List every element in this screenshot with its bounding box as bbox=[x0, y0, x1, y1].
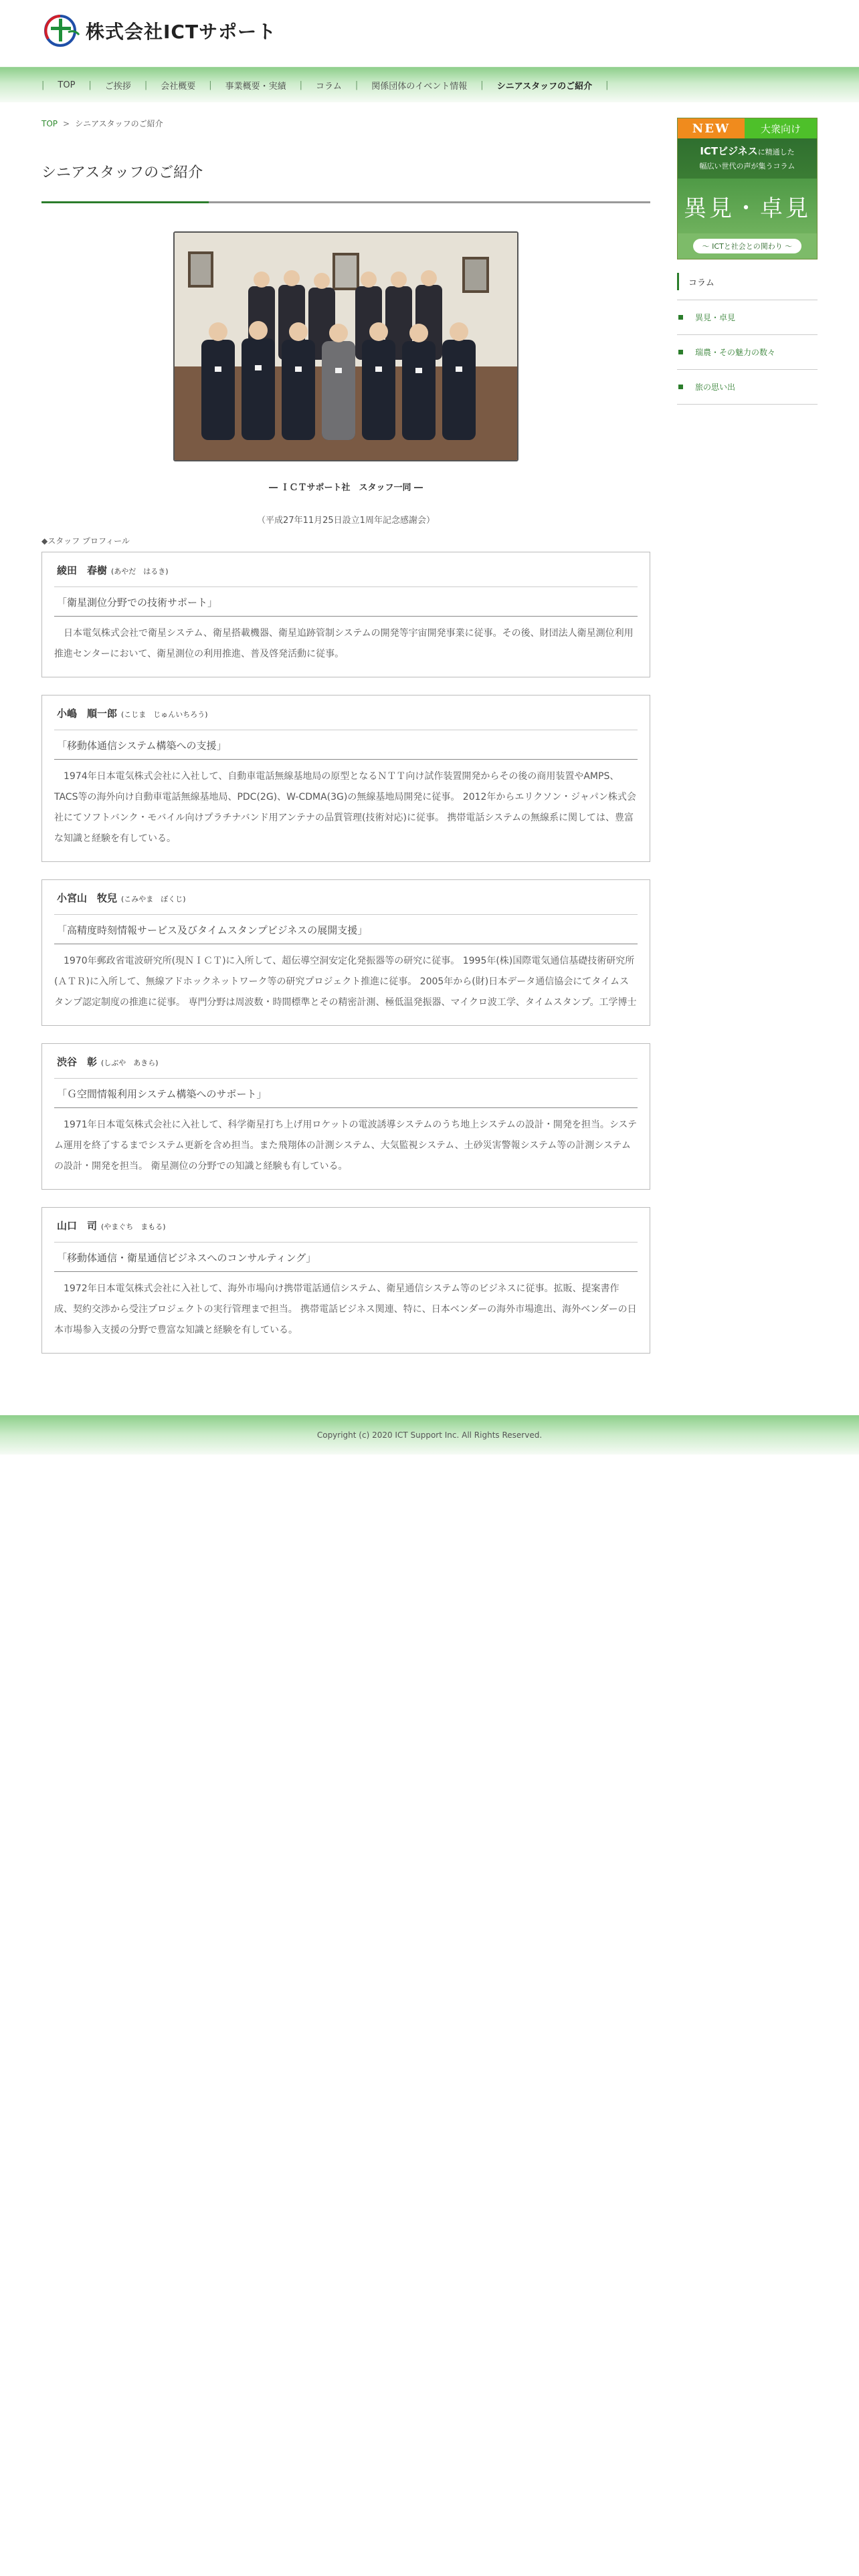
profile-card bbox=[41, 879, 650, 1026]
banner-heading-line2: 幅広い世代の声が集うコラム bbox=[699, 162, 795, 171]
nav-link-greeting[interactable]: ご挨拶 bbox=[104, 81, 131, 92]
nav-separator: | bbox=[41, 80, 45, 90]
nav-link-company[interactable]: 会社概要 bbox=[161, 81, 196, 92]
banner-heading bbox=[678, 138, 817, 179]
photo-caption: ― ＩＣＴサポート社 スタッフ一同 ― bbox=[268, 482, 423, 493]
profile-divider bbox=[54, 1242, 638, 1243]
profile-divider bbox=[54, 1271, 638, 1272]
square-bullet-icon bbox=[678, 315, 683, 320]
title-underline-accent bbox=[41, 201, 209, 203]
company-name: 株式会社ICTサポート bbox=[86, 21, 277, 43]
breadcrumb-home-link[interactable]: TOP bbox=[41, 119, 58, 128]
profile-theme: 「移動体通信・衛星通信ビジネスへのコンサルティング」 bbox=[57, 1251, 316, 1264]
profile-name-row bbox=[54, 1214, 638, 1232]
profile-body: 日本電気株式会社で衛星システム、衛星搭載機器、衛星追跡管制システムの開発等宇宙開発事業に従事。その後、財団法人衛星測位利用推進センターにおいて、衛星測位の利用推進、普及啓発活動に従事。 bbox=[54, 627, 634, 659]
profile-card bbox=[41, 695, 650, 862]
banner-main-title: 異見・卓見 bbox=[678, 179, 817, 233]
banner-heading-small: に精通した bbox=[757, 148, 795, 156]
nav-link-column[interactable]: コラム bbox=[316, 81, 342, 92]
nav-link-business[interactable]: 事業概要・実績 bbox=[225, 81, 286, 92]
profile-reading: (こじま じゅんいちろう) bbox=[121, 710, 208, 719]
profile-card bbox=[41, 1043, 650, 1190]
banner-heading-line1 bbox=[678, 144, 817, 158]
sidebar-item-zuino[interactable] bbox=[677, 335, 818, 370]
nav-separator: | bbox=[144, 80, 148, 90]
nav-item-business bbox=[209, 79, 299, 92]
banner-footer-pill: ～ ICTと社会との関わり ～ bbox=[693, 239, 802, 253]
breadcrumb bbox=[41, 118, 650, 129]
sidebar-item-label: 異見・卓見 bbox=[695, 313, 736, 322]
profile-section-label: ◆スタッフ プロフィール bbox=[41, 536, 130, 546]
profile-body: 1974年日本電気株式会社に入社して、自動車電話無線基地局の原型となるＮＴＴ向け試作装置開発からその後の商用装置やAMPS、TACS等の海外向け自動車電話無線基地局、PDC(2G)、W-CDMA(3G)の無線基地局開発に従事。 2012年からエリクソン・ジャパン株式会社にてソフトバンク・モバイル向けプラチナバンド用アンテナの品質管理(技術対応)に従事。 携帯電話システムの無線系に関しては、豊富な知識と経験を有している。 bbox=[54, 770, 636, 844]
profile-name-row bbox=[54, 1051, 638, 1069]
nav-item-events bbox=[355, 79, 480, 92]
profile-theme: 「衛星測位分野での技術サポート」 bbox=[57, 596, 218, 609]
site-logo[interactable] bbox=[41, 12, 276, 49]
nav-item-company bbox=[144, 79, 212, 92]
title-underline bbox=[41, 201, 650, 203]
profile-card bbox=[41, 1207, 650, 1354]
profile-body: 1970年郵政省電波研究所(現ＮＩＣＴ)に入所して、超伝導空洞安定化発振器等の研究に従事。 1995年(株)国際電気通信基礎技術研究所(ＡＴＲ)に入所して、無線アドホックネットワーク等の研究プロジェクト推進に従事。 2005年から(財)日本データ通信協会にてタイムスタンプ認定制度の推進に従事。 専門分野は周波数・時間標準とその精密計測、極低温発振器、マイクロ波工学、タイムスタンプ。工学博士 bbox=[54, 955, 637, 1008]
banner-footer bbox=[678, 233, 817, 259]
sidebar-menu-heading: コラム bbox=[677, 273, 818, 290]
profile-name: 綾田 春樹 bbox=[57, 564, 108, 576]
profile-body: 1971年日本電気株式会社に入社して、科学衛星打ち上げ用ロケットの電波誘導システムのうち地上システムの設計・開発を担当。システム運用を終了するまでシステム更新を含め担当。また飛翔体の計測システム、大気監視システム、土砂災害警報システム等の計測システムの設計・開発を担当。 衛星測位の分野での知識と経験も有している。 bbox=[54, 1119, 638, 1172]
main-content bbox=[41, 102, 650, 1354]
nav-separator: | bbox=[480, 80, 484, 90]
banner-heading-strong: ICTビジネス bbox=[700, 145, 758, 157]
column-banner[interactable] bbox=[677, 118, 818, 259]
sidebar-item-label: 旅の思い出 bbox=[695, 383, 736, 392]
sidebar-item-iken-takken[interactable] bbox=[677, 300, 818, 335]
profile-name: 小嶋 順一郎 bbox=[57, 707, 118, 720]
staff-photo-image bbox=[175, 233, 517, 460]
profile-divider bbox=[54, 759, 638, 760]
nav-separator: | bbox=[209, 80, 212, 90]
square-bullet-icon bbox=[678, 350, 683, 354]
page-title: シニアスタッフのご紹介 bbox=[41, 165, 203, 181]
site-header bbox=[0, 0, 859, 67]
profile-name-row bbox=[54, 702, 638, 720]
profile-theme: 「移動体通信システム構築への支援」 bbox=[57, 739, 227, 752]
nav-item-end bbox=[605, 80, 622, 90]
profile-divider bbox=[54, 586, 638, 587]
nav-separator: | bbox=[605, 80, 609, 90]
site-footer bbox=[0, 1415, 859, 1455]
profile-name: 小宮山 牧兒 bbox=[57, 891, 118, 904]
profile-name: 山口 司 bbox=[57, 1219, 98, 1232]
breadcrumb-current: シニアスタッフのご紹介 bbox=[75, 119, 163, 128]
square-bullet-icon bbox=[678, 385, 683, 389]
profile-theme: 「高精度時刻情報サービス及びタイムスタンプビジネスの展開支援」 bbox=[57, 924, 368, 936]
sidebar-menu bbox=[677, 273, 818, 405]
banner-target-label: 大衆向け bbox=[745, 118, 817, 138]
copyright-text: Copyright (c) 2020 ICT Support Inc. All Rights Reserved. bbox=[316, 1430, 543, 1440]
profile-reading: (やまぐち まもる) bbox=[101, 1222, 166, 1231]
photo-subcaption: （平成27年11月25日設立1周年記念感謝会） bbox=[257, 515, 435, 526]
nav-item-senior-staff bbox=[480, 79, 605, 92]
profile-theme: 「Ｇ空間情報利用システム構築へのサポート」 bbox=[57, 1087, 267, 1100]
profile-reading: (あやだ はるき) bbox=[111, 566, 169, 576]
sidebar-item-travel[interactable] bbox=[677, 370, 818, 405]
profile-divider bbox=[54, 1107, 638, 1108]
sidebar bbox=[677, 118, 818, 405]
profile-name-row bbox=[54, 887, 638, 905]
nav-link-events[interactable]: 関係団体のイベント情報 bbox=[371, 81, 468, 92]
nav-item-greeting bbox=[88, 79, 144, 92]
banner-new-label: NEW bbox=[678, 118, 745, 138]
nav-link-senior-staff[interactable]: シニアスタッフのご紹介 bbox=[496, 81, 593, 92]
nav-separator: | bbox=[355, 80, 359, 90]
staff-group-photo bbox=[173, 231, 518, 461]
profile-divider bbox=[54, 1078, 638, 1079]
global-nav bbox=[0, 67, 859, 102]
profile-divider bbox=[54, 616, 638, 617]
breadcrumb-arrow: > bbox=[63, 119, 70, 128]
banner-top-row bbox=[678, 118, 817, 138]
nav-separator: | bbox=[88, 80, 92, 90]
nav-item-column bbox=[300, 79, 355, 92]
profile-body: 1972年日本電気株式会社に入社して、海外市場向け携帯電話通信システム、衛星通信システム等のビジネスに従事。拡販、提案書作成、契約交渉から受注プロジェクトの実行管理まで担当。 携帯電話ビジネス関連、特に、日本ベンダーの海外市場進出、海外ベンダーの日本市場参入支援の分野で豊富な知識と経験を有している。 bbox=[54, 1283, 637, 1335]
sidebar-item-label: 瑞農・その魅力の数々 bbox=[695, 348, 776, 357]
profile-name: 渋谷 彰 bbox=[57, 1055, 98, 1068]
nav-item-top bbox=[41, 80, 88, 90]
profile-card bbox=[41, 552, 650, 677]
profile-name-row bbox=[54, 559, 638, 577]
profile-reading: (こみやま ぼくじ) bbox=[121, 894, 186, 903]
company-logo-icon bbox=[41, 12, 82, 49]
profile-reading: (しぶや あきら) bbox=[101, 1058, 159, 1067]
nav-link-top[interactable]: TOP bbox=[58, 80, 76, 90]
nav-separator: | bbox=[299, 80, 303, 90]
profile-divider bbox=[54, 914, 638, 915]
